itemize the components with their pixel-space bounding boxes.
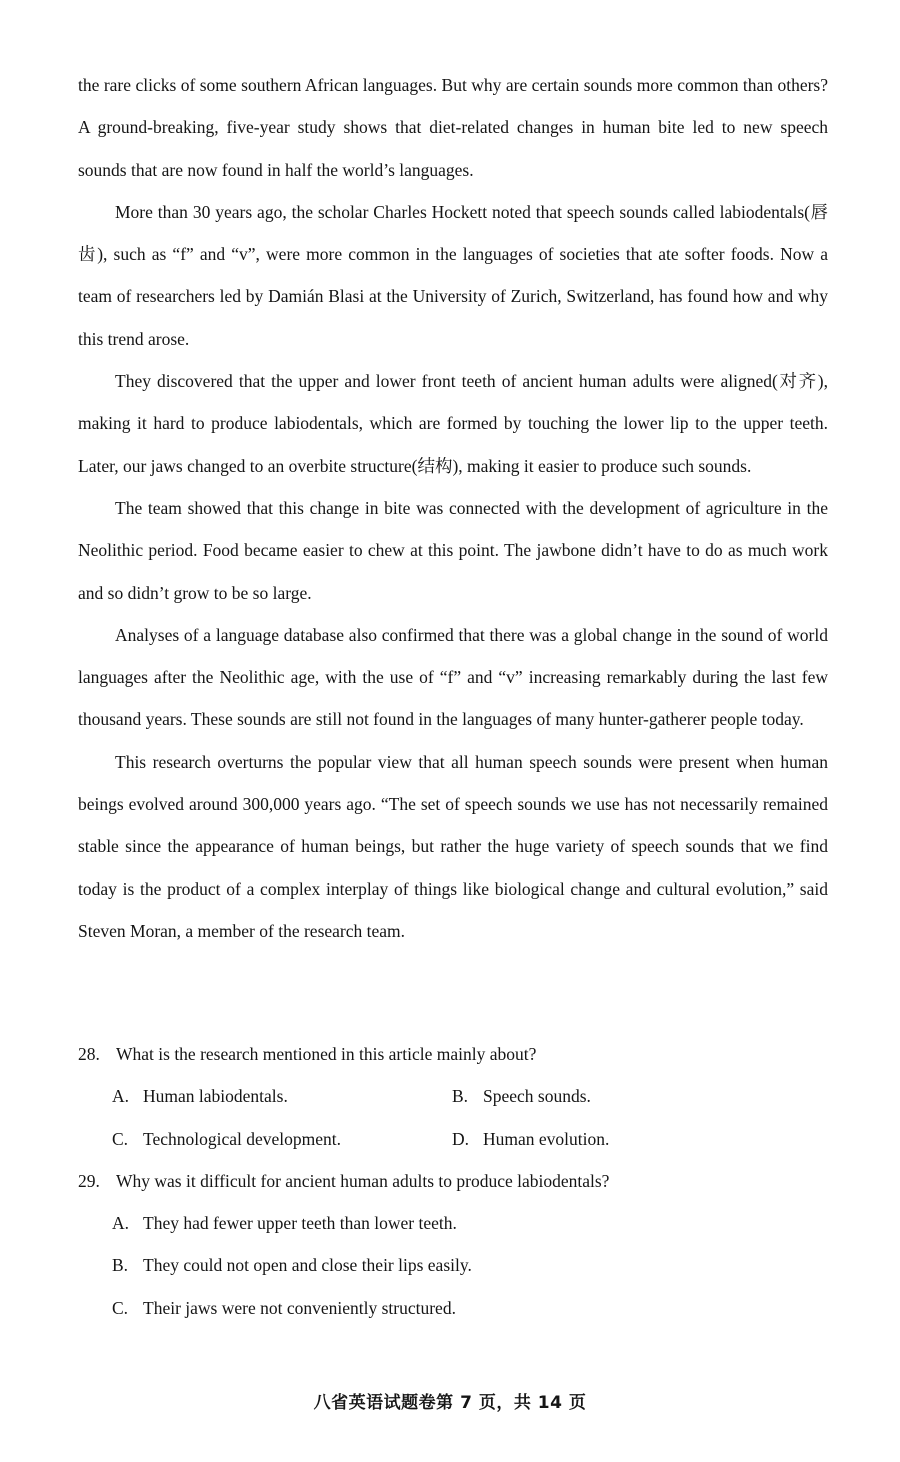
option-text: Human evolution.	[483, 1128, 610, 1149]
question-28	[78, 1033, 828, 1075]
option-letter: A.	[112, 1086, 130, 1107]
option-d	[452, 1118, 792, 1160]
question-stem: What is the research mentioned in this article mainly about?	[116, 1044, 537, 1064]
question-stem: Why was it difficult for ancient human adults to produce labiodentals?	[116, 1170, 610, 1191]
option-letter: B.	[112, 1255, 129, 1276]
passage-paragraph-1: the rare clicks of some southern African languages. But why are certain sounds more common than others? A ground-breaking, five-year study shows that diet-related changes in human bite led to new speech sounds that are now found in half the world’s languages.	[78, 75, 828, 180]
option-letter: C.	[112, 1128, 129, 1149]
reading-passage	[78, 64, 828, 952]
option-text: Human labiodentals.	[143, 1086, 288, 1107]
passage-paragraph-5: Analyses of a language database also confirmed that there was a global change in the sound of world languages after the Neolithic age, with the use of “f” and “v” increasing remarkably during the last few thousand years. These sounds are still not found in the languages of many hunter-gatherer people today.	[78, 624, 828, 730]
passage-paragraph-3: They discovered that the upper and lower front teeth of ancient human adults were aligned(对齐), making it hard to produce labiodentals, which are formed by touching the lower lip to the upper teeth. Later, our jaws changed to an overbite structure(结构), making it easier to produce such sounds.	[78, 371, 828, 476]
question-number: 28.	[78, 1044, 100, 1064]
option-letter: D.	[452, 1128, 470, 1149]
passage-paragraph-6: This research overturns the popular view that all human speech sounds were present when human beings evolved around 300,000 years ago. “The set of speech sounds we use has not necessarily remained stable since the appearance of human beings, but rather the huge variety of speech sounds that we find today is the product of a complex interplay of things like biological change and cultural evolution,” said Steven Moran, a member of the research team.	[78, 751, 828, 941]
option-a	[112, 1075, 452, 1117]
option-c	[112, 1118, 452, 1160]
option-text: Their jaws were not conveniently structured.	[143, 1297, 456, 1318]
passage-paragraph-2: More than 30 years ago, the scholar Charles Hockett noted that speech sounds called labiodentals(唇齿), such as “f” and “v”, were more common in the languages of societies that ate softer foods. Now a team of researchers led by Damián Blasi at the University of Zurich, Switzerland, has found how and why this trend arose.	[78, 201, 828, 349]
question-28-options-row-1	[78, 1075, 828, 1117]
question-block	[78, 1033, 828, 1329]
option-text: Technological development.	[143, 1128, 342, 1149]
option-letter: B.	[452, 1086, 469, 1107]
option-a	[78, 1202, 828, 1244]
option-text: They could not open and close their lips easily.	[143, 1255, 472, 1276]
question-number: 29.	[78, 1170, 100, 1191]
question-29	[78, 1160, 828, 1202]
option-text: Speech sounds.	[483, 1086, 591, 1107]
option-c	[78, 1287, 828, 1329]
option-b	[452, 1075, 792, 1117]
option-letter: A.	[112, 1213, 130, 1234]
passage-paragraph-4: The team showed that this change in bite was connected with the development of agriculture in the Neolithic period. Food became easier to chew at this point. The jawbone didn’t have to do as much work and so didn’t grow to be so large.	[78, 497, 828, 603]
option-b	[78, 1244, 828, 1286]
option-text: They had fewer upper teeth than lower teeth.	[143, 1213, 457, 1234]
question-28-options-row-2	[78, 1118, 828, 1160]
page-footer: 八省英语试题卷第 7 页，共 14 页	[313, 1393, 587, 1413]
option-letter: C.	[112, 1297, 129, 1318]
